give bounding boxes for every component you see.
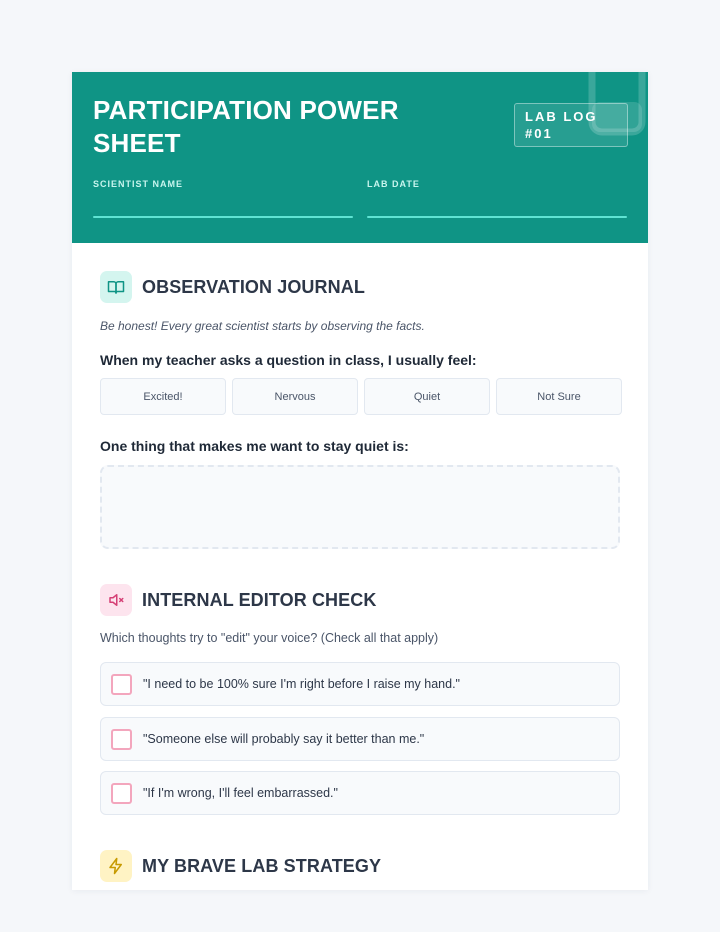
check-item-label: "I need to be 100% sure I'm right before I raise my hand." bbox=[143, 677, 460, 691]
lightning-icon bbox=[100, 850, 132, 882]
choice-quiet[interactable]: Quiet bbox=[364, 378, 490, 415]
checkbox[interactable] bbox=[111, 783, 132, 804]
editor-title: INTERNAL EDITOR CHECK bbox=[142, 589, 377, 610]
strategy-title: MY BRAVE LAB STRATEGY bbox=[142, 855, 382, 876]
checkbox[interactable] bbox=[111, 674, 132, 695]
question-stay-quiet: One thing that makes me want to stay quiet is: bbox=[100, 438, 409, 454]
lab-log-badge: LAB LOG #01 bbox=[514, 103, 628, 147]
observation-intro: Be honest! Every great scientist starts by observing the facts. bbox=[100, 319, 425, 333]
stay-quiet-answer-box[interactable] bbox=[100, 465, 620, 549]
check-item[interactable] bbox=[100, 771, 620, 815]
lab-date-field[interactable] bbox=[367, 179, 627, 218]
scientist-name-field[interactable] bbox=[93, 179, 353, 218]
lab-date-label: LAB DATE bbox=[367, 179, 420, 189]
book-icon bbox=[100, 271, 132, 303]
scientist-name-line[interactable] bbox=[93, 216, 353, 218]
observation-title: OBSERVATION JOURNAL bbox=[142, 276, 365, 297]
editor-section-header bbox=[100, 584, 376, 616]
check-item[interactable] bbox=[100, 717, 620, 761]
lab-date-line[interactable] bbox=[367, 216, 627, 218]
check-item-label: "Someone else will probably say it better than me." bbox=[143, 732, 425, 746]
worksheet bbox=[72, 72, 648, 890]
editor-intro: Which thoughts try to "edit" your voice? (Check all that apply) bbox=[100, 631, 439, 645]
checkbox[interactable] bbox=[111, 729, 132, 750]
page-title: PARTICIPATION POWER SHEET bbox=[93, 95, 399, 158]
choice-excited[interactable]: Excited! bbox=[100, 378, 226, 415]
sheet-header bbox=[72, 72, 648, 243]
choice-nervous[interactable]: Nervous bbox=[232, 378, 358, 415]
choice-not-sure[interactable]: Not Sure bbox=[496, 378, 622, 415]
question-feel: When my teacher asks a question in class, I usually feel: bbox=[100, 352, 477, 368]
scientist-name-label: SCIENTIST NAME bbox=[93, 179, 184, 189]
strategy-section-header bbox=[100, 850, 381, 882]
check-item[interactable] bbox=[100, 662, 620, 706]
observation-section-header bbox=[100, 271, 365, 303]
volume-mute-icon bbox=[100, 584, 132, 616]
check-item-label: "If I'm wrong, I'll feel embarrassed." bbox=[143, 786, 338, 800]
